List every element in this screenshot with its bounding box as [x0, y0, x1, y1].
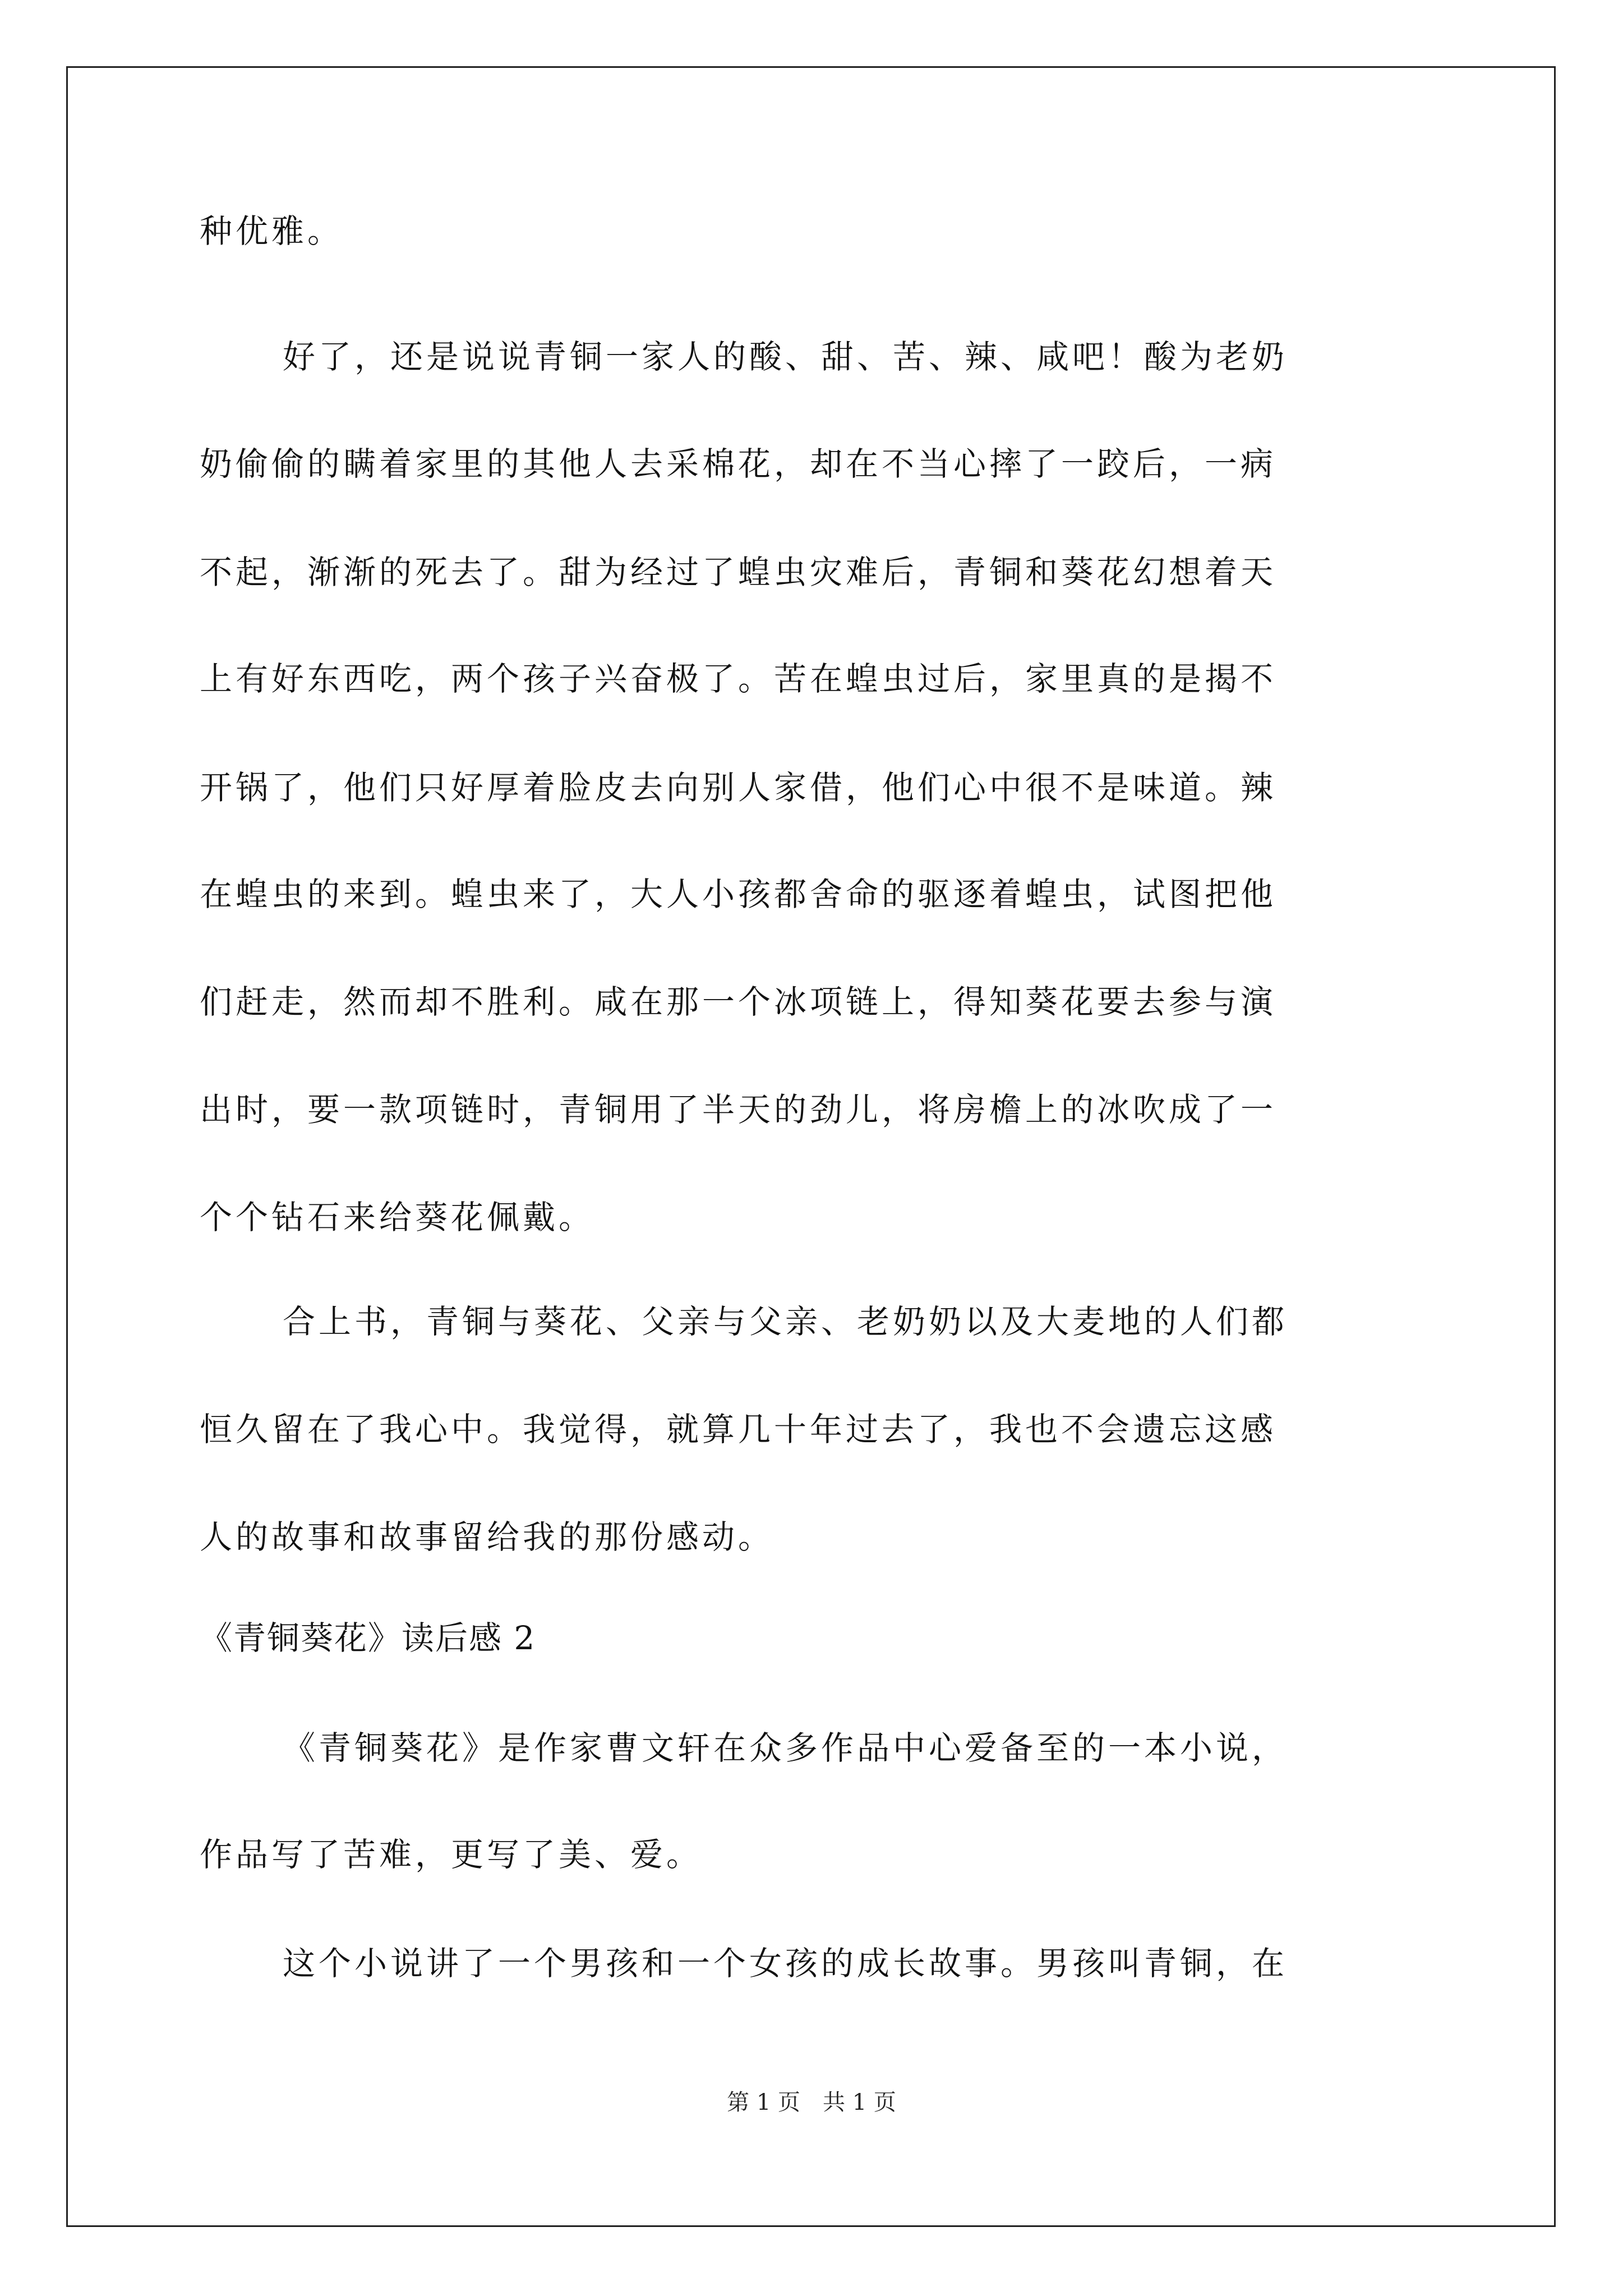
- page-number-footer: 第 1 页 共 1 页: [727, 2090, 896, 2115]
- paragraph-first-line: 《青铜葵花》是作家曹文轩在众多作品中心爱备至的一本小说，: [283, 1729, 1288, 1767]
- paragraph-first-line: 合上书，青铜与葵花、父亲与父亲、老奶奶以及大麦地的人们都: [283, 1303, 1288, 1341]
- text-line: 不起，渐渐的死去了。甜为经过了蝗虫灾难后，青铜和葵花幻想着天: [200, 553, 1277, 591]
- text-line: 在蝗虫的来到。蝗虫来了，大人小孩都舍命的驱逐着蝗虫，试图把他: [200, 875, 1277, 913]
- text-line: 开锅了，他们只好厚着脸皮去向别人家借，他们心中很不是味道。辣: [200, 769, 1277, 807]
- paragraph-first-line: 这个小说讲了一个男孩和一个女孩的成长故事。男孩叫青铜，在: [283, 1944, 1288, 1982]
- text-line: 作品写了苦难，更写了美、爱。: [200, 1835, 703, 1874]
- page-border: [66, 66, 1556, 2227]
- text-line: 出时，要一款项链时，青铜用了半天的劲儿，将房檐上的冰吹成了一: [200, 1091, 1277, 1129]
- text-line: 恒久留在了我心中。我觉得，就算几十年过去了，我也不会遗忘这感: [200, 1410, 1277, 1448]
- text-line: 上有好东西吃，两个孩子兴奋极了。苦在蝗虫过后，家里真的是揭不: [200, 660, 1277, 698]
- text-line: 种优雅。: [200, 212, 344, 250]
- text-line: 个个钻石来给葵花佩戴。: [200, 1198, 595, 1236]
- text-line: 人的故事和故事留给我的那份感动。: [200, 1518, 774, 1556]
- text-line: 们赶走，然而却不胜利。咸在那一个冰项链上，得知葵花要去参与演: [200, 983, 1277, 1021]
- text-line: 奶偷偷的瞒着家里的其他人去采棉花，却在不当心摔了一跤后，一病: [200, 445, 1277, 483]
- paragraph-first-line: 好了，还是说说青铜一家人的酸、甜、苦、辣、咸吧！酸为老奶: [283, 338, 1288, 376]
- section-heading: 《青铜葵花》读后感 2: [200, 1619, 536, 1657]
